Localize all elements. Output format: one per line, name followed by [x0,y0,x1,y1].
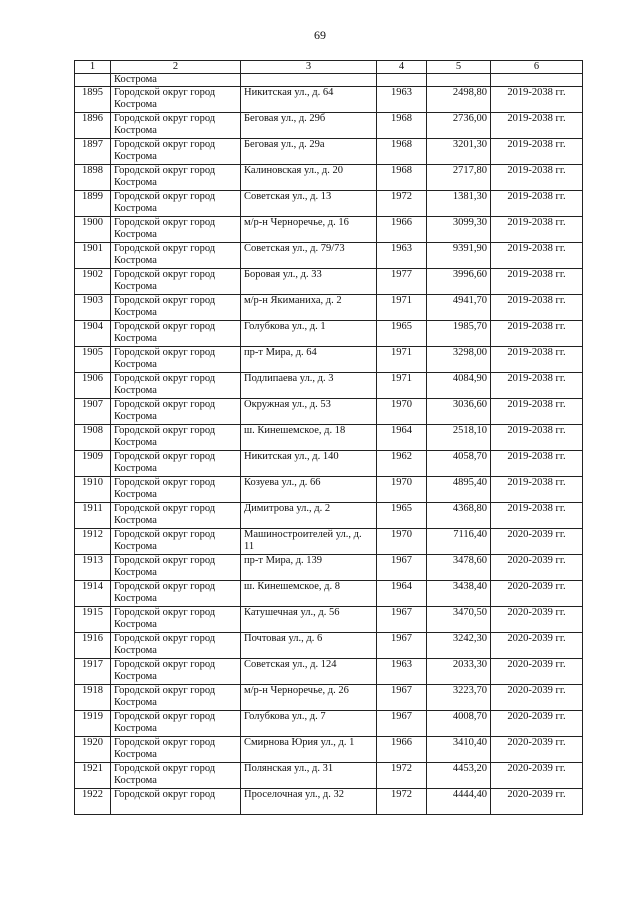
cell-organization: Городской округ город Кострома [111,399,241,425]
cell-num: 1919 [75,711,111,737]
cell-area: 4453,20 [427,763,491,789]
cell-period: 2020-2039 гг. [491,789,583,815]
cell-period: 2020-2039 гг. [491,737,583,763]
cell-num: 1904 [75,321,111,347]
cell-num: 1922 [75,789,111,815]
cell-area: 4058,70 [427,451,491,477]
cell-organization: Городской округ город Кострома [111,633,241,659]
page-number: 69 [314,28,326,42]
cell-num: 1914 [75,581,111,607]
cell-num: 1911 [75,503,111,529]
cell-area: 7116,40 [427,529,491,555]
cell-year: 1971 [377,295,427,321]
header-col-4: 4 [377,61,427,74]
cell-period: 2019-2038 гг. [491,347,583,373]
cell-address: м/р-н Черноречье, д. 26 [241,685,377,711]
cell-num: 1896 [75,113,111,139]
housing-registry-table [74,60,583,815]
table-row [75,503,583,529]
cell-period: 2019-2038 гг. [491,191,583,217]
cell-address: Никитская ул., д. 140 [241,451,377,477]
table-row [75,191,583,217]
table-row [75,373,583,399]
table-row [75,763,583,789]
table-row [75,295,583,321]
continuation-row [75,74,583,87]
cell-area: 3036,60 [427,399,491,425]
cell-area: 2498,80 [427,87,491,113]
cell-year: 1967 [377,607,427,633]
cell-area: 4444,40 [427,789,491,815]
cell-period [491,74,583,87]
table-row [75,789,583,815]
cell-organization: Городской округ город Кострома [111,737,241,763]
cell-address: м/р-н Черноречье, д. 16 [241,217,377,243]
cell-period: 2019-2038 гг. [491,321,583,347]
table-row [75,165,583,191]
cell-year: 1970 [377,477,427,503]
cell-period: 2019-2038 гг. [491,451,583,477]
cell-organization: Городской округ город Кострома [111,581,241,607]
cell-area: 3223,70 [427,685,491,711]
cell-address: Никитская ул., д. 64 [241,87,377,113]
cell-organization: Городской округ город Кострома [111,607,241,633]
table-row [75,425,583,451]
cell-organization: Городской округ город Кострома [111,217,241,243]
cell-area: 3410,40 [427,737,491,763]
cell-period: 2019-2038 гг. [491,139,583,165]
cell-area: 3438,40 [427,581,491,607]
header-col-2: 2 [111,61,241,74]
cell-area [427,74,491,87]
cell-area: 9391,90 [427,243,491,269]
cell-area: 4941,70 [427,295,491,321]
cell-year: 1972 [377,789,427,815]
cell-area: 3298,00 [427,347,491,373]
cell-area: 4008,70 [427,711,491,737]
cell-year: 1971 [377,373,427,399]
cell-address: Почтовая ул., д. 6 [241,633,377,659]
cell-period: 2020-2039 гг. [491,555,583,581]
table-row [75,477,583,503]
cell-num: 1913 [75,555,111,581]
cell-year: 1962 [377,451,427,477]
cell-area: 3201,30 [427,139,491,165]
cell-period: 2020-2039 гг. [491,685,583,711]
cell-address: Советская ул., д. 79/73 [241,243,377,269]
header-col-3: 3 [241,61,377,74]
cell-num: 1920 [75,737,111,763]
cell-address: Беговая ул., д. 29б [241,113,377,139]
cell-organization: Городской округ город Кострома [111,243,241,269]
table-row [75,269,583,295]
cell-area: 3478,60 [427,555,491,581]
table-row [75,139,583,165]
cell-organization: Городской округ город Кострома [111,711,241,737]
cell-organization: Городской округ город Кострома [111,113,241,139]
cell-address: Советская ул., д. 124 [241,659,377,685]
cell-num: 1907 [75,399,111,425]
cell-address: м/р-н Якиманиха, д. 2 [241,295,377,321]
table-header [75,61,583,74]
cell-period: 2019-2038 гг. [491,373,583,399]
cell-address: Смирнова Юрия ул., д. 1 [241,737,377,763]
cell-area: 3099,30 [427,217,491,243]
cell-address: Советская ул., д. 13 [241,191,377,217]
cell-num: 1903 [75,295,111,321]
header-col-5: 5 [427,61,491,74]
cell-organization: Городской округ город Кострома [111,269,241,295]
cell-organization: Городской округ город Кострома [111,425,241,451]
cell-period: 2020-2039 гг. [491,763,583,789]
cell-period: 2019-2038 гг. [491,503,583,529]
cell-address: Димитрова ул., д. 2 [241,503,377,529]
cell-address: пр-т Мира, д. 64 [241,347,377,373]
cell-num: 1909 [75,451,111,477]
cell-organization: Городской округ город Кострома [111,555,241,581]
cell-num: 1900 [75,217,111,243]
table-row [75,581,583,607]
cell-num: 1915 [75,607,111,633]
cell-period: 2020-2039 гг. [491,711,583,737]
cell-num: 1905 [75,347,111,373]
header-col-1: 1 [75,61,111,74]
cell-period: 2019-2038 гг. [491,217,583,243]
cell-year: 1967 [377,711,427,737]
cell-organization: Городской округ город Кострома [111,139,241,165]
cell-area: 2518,10 [427,425,491,451]
cell-year: 1967 [377,555,427,581]
cell-address: Боровая ул., д. 33 [241,269,377,295]
cell-period: 2019-2038 гг. [491,113,583,139]
cell-organization: Городской округ город Кострома [111,503,241,529]
cell-num: 1908 [75,425,111,451]
cell-num: 1918 [75,685,111,711]
cell-organization: Городской округ город Кострома [111,295,241,321]
table-row [75,321,583,347]
cell-area: 2717,80 [427,165,491,191]
table-row [75,659,583,685]
cell-period: 2019-2038 гг. [491,165,583,191]
cell-address: Подлипаева ул., д. 3 [241,373,377,399]
cell-num: 1898 [75,165,111,191]
cell-year: 1964 [377,581,427,607]
cell-year: 1972 [377,191,427,217]
cell-period: 2019-2038 гг. [491,477,583,503]
cell-num: 1910 [75,477,111,503]
cell-organization: Городской округ город Кострома [111,529,241,555]
header-col-6: 6 [491,61,583,74]
header-row [75,61,583,74]
cell-address: ш. Кинешемское, д. 8 [241,581,377,607]
cell-address [241,74,377,87]
cell-organization: Городской округ город Кострома [111,87,241,113]
cell-year: 1963 [377,243,427,269]
cell-year: 1967 [377,685,427,711]
cell-area: 3996,60 [427,269,491,295]
cell-year: 1970 [377,529,427,555]
cell-num: 1902 [75,269,111,295]
cell-year: 1968 [377,165,427,191]
cell-year [377,74,427,87]
cell-period: 2020-2039 гг. [491,633,583,659]
cell-num: 1901 [75,243,111,269]
cell-period: 2019-2038 гг. [491,399,583,425]
cell-organization: Городской округ город [111,789,241,815]
cell-organization: Городской округ город Кострома [111,685,241,711]
cell-num: 1916 [75,633,111,659]
cell-year: 1977 [377,269,427,295]
cell-organization: Городской округ город Кострома [111,165,241,191]
cell-num: 1906 [75,373,111,399]
cell-year: 1972 [377,763,427,789]
cell-area: 3242,30 [427,633,491,659]
cell-organization: Городской округ город Кострома [111,191,241,217]
cell-period: 2020-2039 гг. [491,659,583,685]
cell-area: 2033,30 [427,659,491,685]
cell-num: 1912 [75,529,111,555]
cell-year: 1964 [377,425,427,451]
table-row [75,737,583,763]
cell-num: 1921 [75,763,111,789]
cell-period: 2020-2039 гг. [491,581,583,607]
cell-address: Козуева ул., д. 66 [241,477,377,503]
cell-year: 1963 [377,87,427,113]
cell-num [75,74,111,87]
cell-address: Беговая ул., д. 29а [241,139,377,165]
cell-year: 1971 [377,347,427,373]
cell-area: 1985,70 [427,321,491,347]
cell-address: Машиностроителей ул., д. 11 [241,529,377,555]
table-row [75,399,583,425]
cell-organization: Городской округ город Кострома [111,347,241,373]
cell-area: 3470,50 [427,607,491,633]
cell-area: 1381,30 [427,191,491,217]
cell-address: Катушечная ул., д. 56 [241,607,377,633]
table-body [75,74,583,815]
cell-num: 1897 [75,139,111,165]
cell-period: 2019-2038 гг. [491,243,583,269]
cell-organization: Кострома [111,74,241,87]
cell-year: 1965 [377,503,427,529]
cell-address: Калиновская ул., д. 20 [241,165,377,191]
table-row [75,113,583,139]
cell-num: 1895 [75,87,111,113]
cell-address: Проселочная ул., д. 32 [241,789,377,815]
cell-period: 2019-2038 гг. [491,269,583,295]
cell-area: 4368,80 [427,503,491,529]
cell-address: Полянская ул., д. 31 [241,763,377,789]
cell-year: 1966 [377,217,427,243]
table-row [75,243,583,269]
cell-year: 1968 [377,139,427,165]
cell-organization: Городской округ город Кострома [111,321,241,347]
cell-address: Голубкова ул., д. 1 [241,321,377,347]
cell-organization: Городской округ город Кострома [111,659,241,685]
cell-num: 1917 [75,659,111,685]
table-row [75,685,583,711]
cell-area: 4084,90 [427,373,491,399]
cell-address: ш. Кинешемское, д. 18 [241,425,377,451]
cell-address: пр-т Мира, д. 139 [241,555,377,581]
cell-year: 1963 [377,659,427,685]
table-row [75,529,583,555]
cell-num: 1899 [75,191,111,217]
table-row [75,607,583,633]
cell-period: 2019-2038 гг. [491,425,583,451]
table-row [75,711,583,737]
cell-year: 1966 [377,737,427,763]
cell-year: 1970 [377,399,427,425]
cell-year: 1968 [377,113,427,139]
table-row [75,451,583,477]
cell-year: 1967 [377,633,427,659]
cell-organization: Городской округ город Кострома [111,763,241,789]
cell-period: 2019-2038 гг. [491,87,583,113]
cell-address: Голубкова ул., д. 7 [241,711,377,737]
table-row [75,87,583,113]
table-row [75,347,583,373]
table-row [75,555,583,581]
cell-address: Окружная ул., д. 53 [241,399,377,425]
cell-organization: Городской округ город Кострома [111,477,241,503]
cell-period: 2020-2039 гг. [491,529,583,555]
cell-organization: Городской округ город Кострома [111,373,241,399]
cell-period: 2020-2039 гг. [491,607,583,633]
table-row [75,217,583,243]
cell-area: 4895,40 [427,477,491,503]
table-row [75,633,583,659]
cell-year: 1965 [377,321,427,347]
cell-organization: Городской округ город Кострома [111,451,241,477]
cell-area: 2736,00 [427,113,491,139]
cell-period: 2019-2038 гг. [491,295,583,321]
